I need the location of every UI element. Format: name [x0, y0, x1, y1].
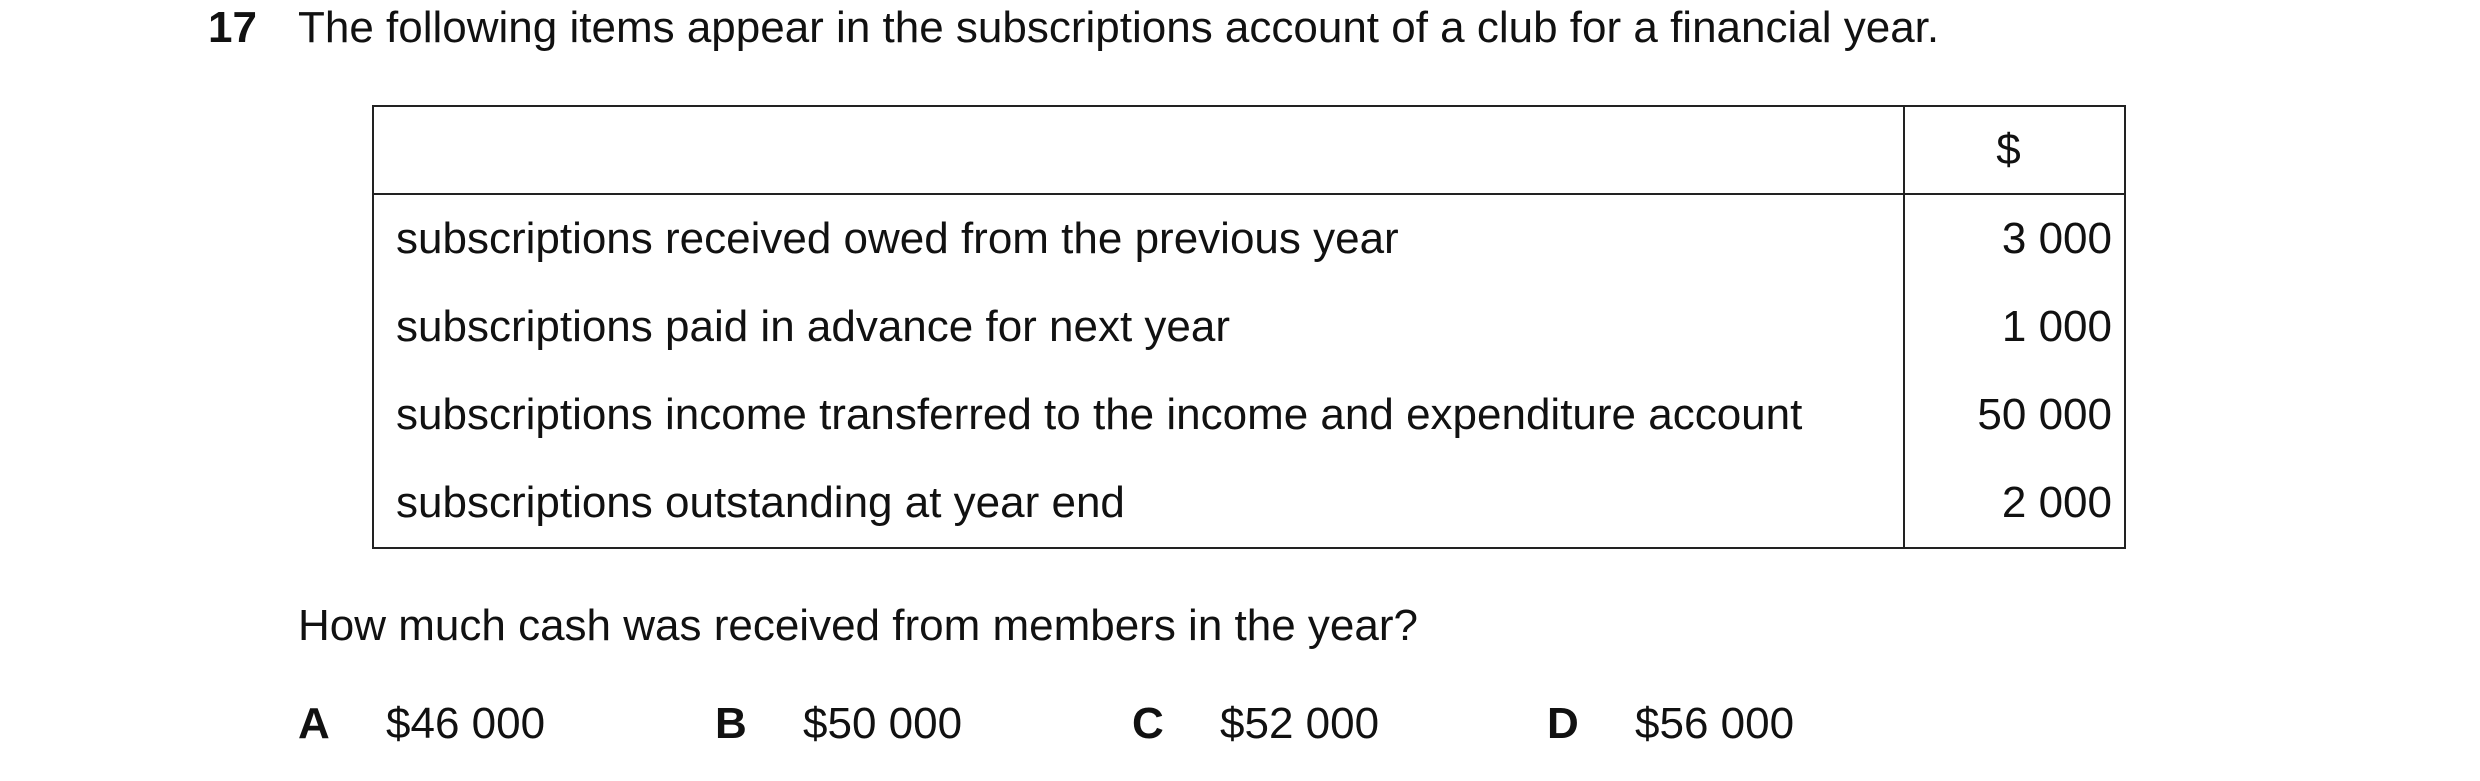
- row-amount: 1 000: [1904, 283, 2125, 371]
- question-stem: The following items appear in the subscriptions account of a club for a financial year.: [298, 3, 1940, 52]
- option-value: $46 000: [386, 699, 546, 748]
- option-letter: C: [1132, 699, 1164, 748]
- option-d[interactable]: [1547, 698, 1795, 750]
- table-row: [373, 459, 2125, 548]
- question-number: 17: [208, 3, 257, 52]
- option-b[interactable]: [715, 698, 963, 750]
- table-header-amount: $: [1904, 106, 2125, 194]
- option-a[interactable]: [298, 698, 546, 750]
- option-value: $50 000: [803, 699, 963, 748]
- option-value: $56 000: [1635, 699, 1795, 748]
- row-amount: 3 000: [1904, 194, 2125, 283]
- option-letter: A: [298, 699, 330, 748]
- row-description: subscriptions outstanding at year end: [373, 459, 1904, 548]
- table-row: [373, 371, 2125, 459]
- row-amount: 2 000: [1904, 459, 2125, 548]
- table-header-row: [373, 106, 2125, 194]
- table-header-description: [373, 106, 1904, 194]
- table-row: [373, 283, 2125, 371]
- table-row: [373, 194, 2125, 283]
- option-c[interactable]: [1132, 698, 1380, 750]
- row-amount: 50 000: [1904, 371, 2125, 459]
- question-prompt: How much cash was received from members in the year?: [298, 601, 1418, 650]
- option-letter: B: [715, 699, 747, 748]
- option-value: $52 000: [1220, 699, 1380, 748]
- option-letter: D: [1547, 699, 1579, 748]
- subscriptions-table: [372, 105, 2126, 549]
- row-description: subscriptions income transferred to the income and expenditure account: [373, 371, 1904, 459]
- row-description: subscriptions received owed from the previous year: [373, 194, 1904, 283]
- row-description: subscriptions paid in advance for next year: [373, 283, 1904, 371]
